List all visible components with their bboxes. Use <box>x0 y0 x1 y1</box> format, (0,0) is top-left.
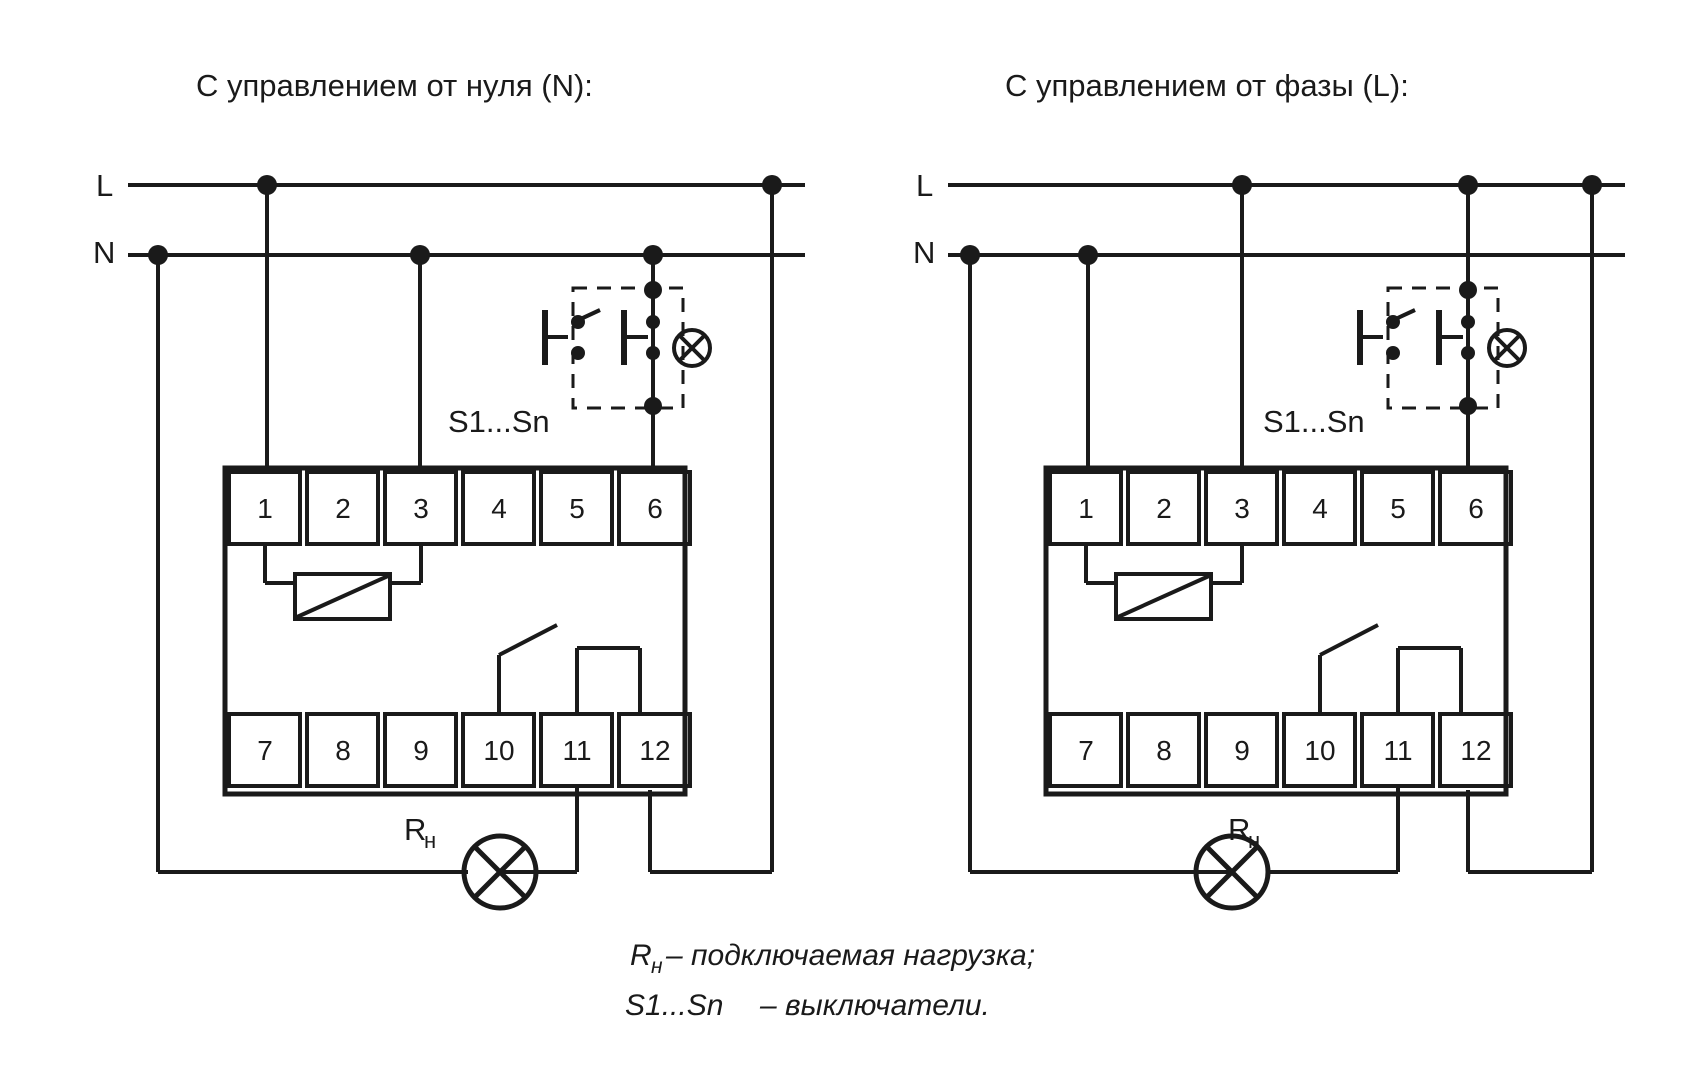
terminal-label: 12 <box>1460 735 1492 766</box>
switch-group-label-right: S1...Sn <box>1263 404 1365 439</box>
title-left: С управлением от нуля (N): <box>196 68 593 103</box>
switch-dot <box>1386 315 1400 329</box>
terminal-label: 11 <box>1383 735 1413 766</box>
terminal-label: 3 <box>1234 493 1250 524</box>
rail-label-N-left: N <box>93 235 116 270</box>
terminal-row-top-right <box>1050 472 1511 544</box>
terminal-label: 5 <box>569 493 585 524</box>
title-right: С управлением от фазы (L): <box>1005 68 1409 103</box>
contact-blade <box>1320 625 1378 655</box>
terminal-label: 2 <box>335 493 351 524</box>
switch-dot <box>571 346 585 360</box>
diagram-right <box>913 68 1625 908</box>
terminal-label: 9 <box>1234 735 1250 766</box>
load-label-sub-right: н <box>1248 828 1261 853</box>
terminal-row-bottom-left <box>229 714 690 786</box>
terminal-label: 3 <box>413 493 429 524</box>
terminal-label: 11 <box>562 735 592 766</box>
rail-label-L-right: L <box>916 168 934 203</box>
load-label-right: R <box>1228 812 1251 847</box>
coil-slash <box>1118 576 1209 617</box>
relay-contact-right <box>1320 625 1461 714</box>
load-label-left: R <box>404 812 427 847</box>
terminal-row-bottom-right <box>1050 714 1511 786</box>
legend-text-1: – подключаемая нагрузка; <box>666 939 1036 972</box>
terminal-label: 4 <box>491 493 507 524</box>
relay-contact-left <box>499 625 640 714</box>
legend <box>625 939 1035 1022</box>
switch-dot <box>571 315 585 329</box>
contact-blade <box>499 625 557 655</box>
terminal-label: 6 <box>1468 493 1484 524</box>
legend-text-2: – выключатели. <box>760 989 990 1022</box>
relay-coil-left <box>265 544 421 619</box>
terminal-label: 8 <box>1156 735 1172 766</box>
legend-symbol-1: R <box>630 939 652 972</box>
terminal-label: 10 <box>483 735 515 766</box>
terminal-label: 1 <box>257 493 273 524</box>
terminal-label: 1 <box>1078 493 1094 524</box>
diagram-left <box>93 68 805 908</box>
terminal-label: 7 <box>257 735 273 766</box>
legend-symbol-2: S1...Sn <box>625 989 724 1022</box>
terminal-label: 5 <box>1390 493 1406 524</box>
terminal-label: 9 <box>413 735 429 766</box>
terminal-label: 6 <box>647 493 663 524</box>
rail-label-L-left: L <box>96 168 114 203</box>
switch-group-label-left: S1...Sn <box>448 404 550 439</box>
coil-slash <box>297 576 388 617</box>
terminal-label: 8 <box>335 735 351 766</box>
terminal-label: 2 <box>1156 493 1172 524</box>
load-label-sub-left: н <box>424 828 437 853</box>
switch-dot <box>1386 346 1400 360</box>
terminal-label: 12 <box>639 735 671 766</box>
relay-coil-right <box>1086 544 1242 619</box>
terminal-label: 10 <box>1304 735 1336 766</box>
legend-symbol-1-sub: н <box>651 955 663 978</box>
rail-label-N-right: N <box>913 235 936 270</box>
terminal-label: 4 <box>1312 493 1328 524</box>
switch-group-box <box>1388 288 1498 408</box>
switch-group-box <box>573 288 683 408</box>
terminal-label: 7 <box>1078 735 1094 766</box>
terminal-row-top-left <box>229 472 690 544</box>
